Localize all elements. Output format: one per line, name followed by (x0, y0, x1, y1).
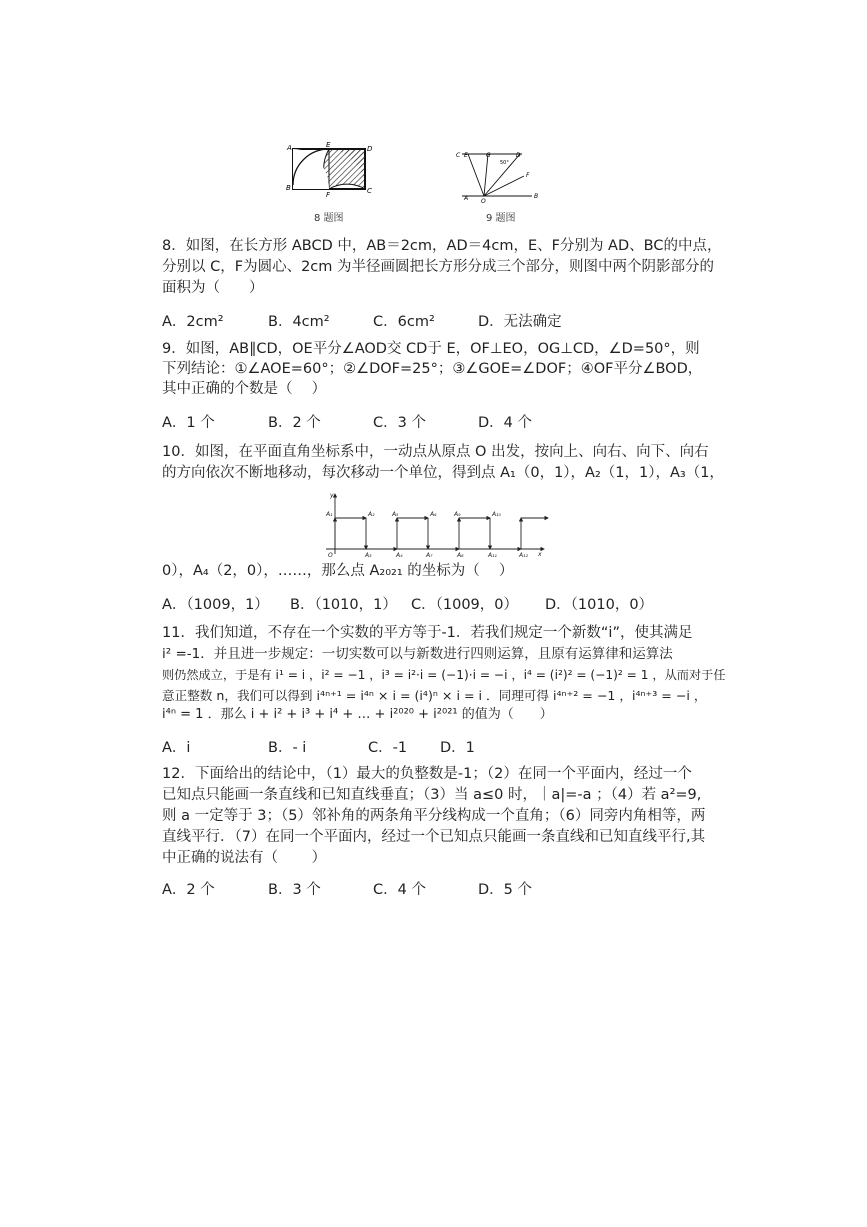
q12-line-2: 已知点只能画一条直线和已知直线垂直；（3）当 a≤0 时，｜a|=-a ；（4）若 a²=9, (162, 787, 702, 803)
figure-9-caption: 9 题图 (486, 213, 516, 224)
fig8-label-e: E (326, 141, 331, 149)
q11-option-c: C．-1 (368, 740, 408, 756)
q8-option-a: A．2cm² (162, 314, 224, 330)
q10-axis-y-label: y (330, 492, 334, 499)
fig9-label-g: G (486, 152, 491, 159)
q10-point-a11: A₁₁ (488, 552, 497, 559)
q10-point-a1: A₁ (326, 511, 333, 518)
fig8-label-a: A (287, 144, 292, 152)
q8-line-3: 面积为（ ） (162, 280, 264, 296)
q12-line-4: 直线平行．（7）在同一个平面内，经过一个已知点只能画一条直线和已知直线平行,其 (162, 829, 706, 845)
fig9-label-a: A (464, 195, 469, 202)
q12-option-c: C．4 个 (373, 882, 426, 898)
q11-line-1: 11．我们知道，不存在一个实数的平方等于-1．若我们规定一个新数“i”，使其满足 (162, 625, 693, 641)
q11-line-3: 则仍然成立，于是有 i¹ = i ，i² = −1 ，i³ = i²·i = (−1)·i = −i ，i⁴ = (i²)² = (−1)² = 1 ，从而对于任 (162, 668, 726, 682)
q10-coordinate-graph (318, 490, 558, 562)
q10-option-c: C．（1009，0） (411, 597, 519, 613)
q8-line-1: 8．如图，在长方形 ABCD 中，AB＝2cm，AD＝4cm，E、F分别为 AD、BC的中点， (162, 238, 722, 254)
fig8-label-c: C (367, 187, 372, 195)
q8-line-2: 分别以 C，F为圆心、2cm 为半径画圆把长方形分成三个部分，则图中两个阴影部分的 (162, 259, 715, 275)
q11-option-d: D．1 (440, 740, 475, 756)
q9-option-a: A．1 个 (162, 415, 215, 431)
fig9-angle-50: 50° (500, 160, 509, 166)
q10-option-d: D．（1010，0） (545, 597, 654, 613)
q10-point-a6: A₆ (430, 511, 437, 518)
q10-origin-o: O (328, 552, 333, 559)
q9-option-b: B．2 个 (268, 415, 321, 431)
q11-line-5: i⁴ⁿ = 1 ．那么 i + i² + i³ + i⁴ + … + i²⁰²⁰ + i²⁰²¹ 的值为（ ） (162, 707, 553, 722)
q10-option-a: A．（1009，1） (162, 597, 269, 613)
q10-option-b: B．（1010，1） (290, 597, 397, 613)
fig8-label-f: F (326, 191, 331, 199)
q10-line-3: 0），A₄（2，0），……，那么点 A₂₀₂₁ 的坐标为（ ） (162, 563, 514, 579)
fig8-label-b: B (286, 184, 291, 192)
q10-point-a4: A₄ (396, 552, 403, 559)
fig9-label-d: D (516, 152, 521, 159)
q11-line-4: 意正整数 n，我们可以得到 i⁴ⁿ⁺¹ = i⁴ⁿ × i = (i⁴)ⁿ × i = i ．同理可得 i⁴ⁿ⁺² = −1 ，i⁴ⁿ⁺³ = −i ， (162, 688, 707, 703)
fig9-label-o: O (481, 198, 486, 204)
q11-line-2: i² =-1．并且进一步规定：一切实数可以与新数进行四则运算，且原有运算律和运算法 (162, 646, 673, 662)
q12-line-1: 12．下面给出的结论中，（1）最大的负整数是-1；（2）在同一个平面内，经过一个 (162, 766, 692, 782)
q10-point-a2: A₂ (368, 511, 375, 518)
q8-option-d: D．无法确定 (478, 314, 562, 330)
fig9-label-b: B (534, 193, 539, 200)
q12-option-d: D．5 个 (478, 882, 532, 898)
q8-option-c: C．6cm² (373, 314, 435, 330)
q10-point-a12: A₁₂ (519, 552, 528, 559)
q10-point-a9: A₉ (454, 511, 461, 518)
fig9-label-f: F (526, 172, 530, 179)
q10-line-1: 10．如图，在平面直角坐标系中，一动点从原点 O 出发，按向上、向右、向下、向右 (162, 444, 709, 460)
q8-option-b: B．4cm² (268, 314, 330, 330)
q10-axis-x-label: x (538, 551, 542, 558)
q11-option-b: B．- i (268, 740, 307, 756)
q9-line-2: 下列结论：①∠AOE=60°；②∠DOF=25°；③∠GOE=∠DOF；④OF平分∠BOD， (162, 361, 703, 377)
q10-point-a10: A₁₀ (492, 511, 501, 518)
fig9-label-e: E (464, 152, 468, 159)
q9-line-1: 9．如图，AB∥CD，OE平分∠AOD交 CD于 E，OF⊥EO，OG⊥CD，∠D=50°，则 (162, 341, 700, 357)
fig9-label-c: C (456, 152, 461, 159)
figure-8-caption: 8 题图 (314, 213, 344, 224)
q10-point-a5: A₅ (392, 511, 399, 518)
q10-line-2: 的方向依次不断地移动，每次移动一个单位，得到点 A₁（0，1），A₂（1，1），A₃（1， (162, 465, 724, 481)
q9-option-c: C．3 个 (373, 415, 426, 431)
figure-8-rectangle (285, 140, 375, 200)
fig8-label-d: D (367, 145, 373, 153)
q10-point-a3: A₃ (365, 552, 372, 559)
q12-option-b: B．3 个 (268, 882, 321, 898)
figure-9-angles (452, 148, 542, 204)
q11-option-a: A．i (162, 740, 191, 756)
q12-line-5: 中正确的说法有（ ） (162, 850, 327, 866)
q9-line-3: 其中正确的个数是（ ） (162, 381, 327, 397)
q10-point-a8: A₈ (457, 552, 464, 559)
q10-point-a7: A₇ (426, 552, 433, 559)
q12-option-a: A．2 个 (162, 882, 215, 898)
q12-line-3: 则 a 一定等于 3；（5）邻补角的两条角平分线构成一个直角；（6）同旁内角相等，两 (162, 808, 706, 824)
q9-option-d: D．4 个 (478, 415, 532, 431)
